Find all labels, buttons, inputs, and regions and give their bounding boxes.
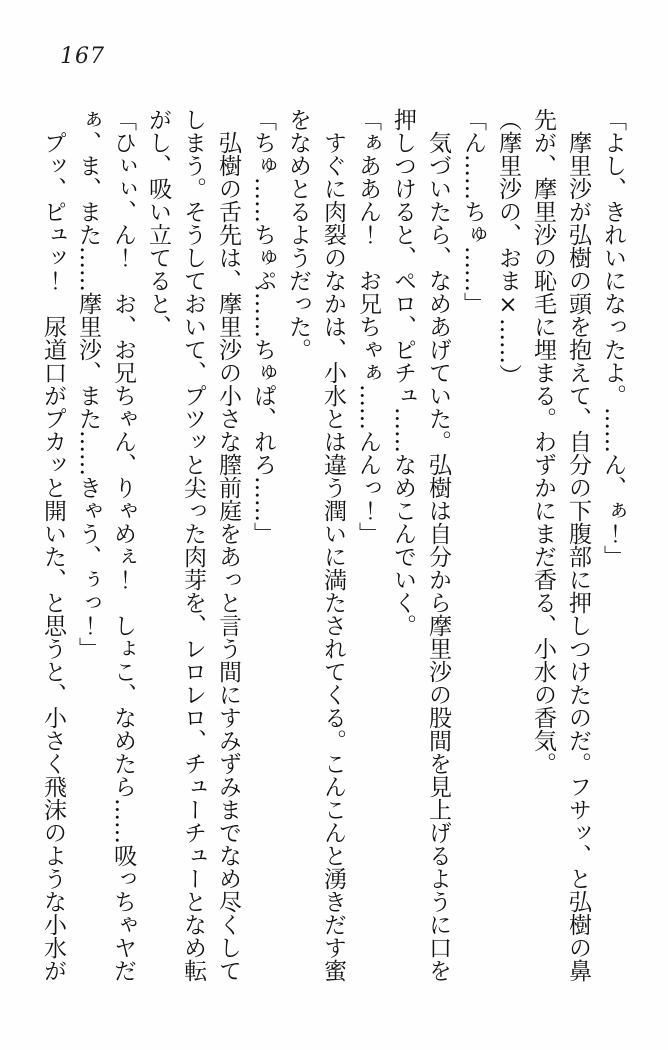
page-number: 167 [60,44,105,69]
text-column-12: 弘樹の舌先は、摩里沙の小さな膣前庭をあっと言う間にすみずみまでなめ尽くして [215,108,241,982]
text-column-16: ぁ、ま、また……摩里沙、また……きゃう、ぅっ！」 [75,108,101,660]
text-column-2: 摩里沙が弘樹の頭を抱えて、自分の下腹部に押しつけたのだ。フサッ、と弘樹の鼻 [565,108,591,982]
text-column-7: 押しつけると、ペロ、ピチュ……なめこんでいく。 [390,108,416,637]
text-column-8: 「ぁああん！ お兄ちゃぁ……んんっ！」 [355,108,381,545]
text-column-3: 先が、摩里沙の恥毛に埋まる。わずかにまだ香る、小水の香気。 [530,108,556,775]
text-column-17: プッ、ピュッ！ 尿道口がプカッと開いた、と思うと、小さく飛沫のような小水が [40,108,66,982]
text-column-10: をなめとるようだった。 [285,108,311,361]
text-column-14: がし、吸い立てると、 [145,108,171,338]
text-column-11: 「ちゅ……ちゅぷ……ちゅぱ、れろ……」 [250,108,276,545]
text-column-9: すぐに肉裂のなかは、小水とは違う潤いに満たされてくる。こんこんと湧きだす蜜 [320,108,346,982]
text-column-1: 「よし、きれいになったよ。……ん、ぁ！」 [600,108,626,568]
text-column-15: 「ひぃぃ、ん！ お、お兄ちゃん、りゃめぇ！ しょこ、なめたら……吸っちゃヤだ [110,108,136,982]
text-column-13: しまう。そうしておいて、プツッと尖った肉芽を、レロレロ、チューチューとなめ転 [180,108,206,982]
text-column-5: 「ん……ちゅ……」 [460,108,486,315]
text-column-6: 気づいたら、なめあげていた。弘樹は自分から摩里沙の股間を見上げるように口を [425,108,451,982]
text-column-4: （摩里沙の、おま×……） [495,108,521,387]
page-text-block [30,108,630,996]
